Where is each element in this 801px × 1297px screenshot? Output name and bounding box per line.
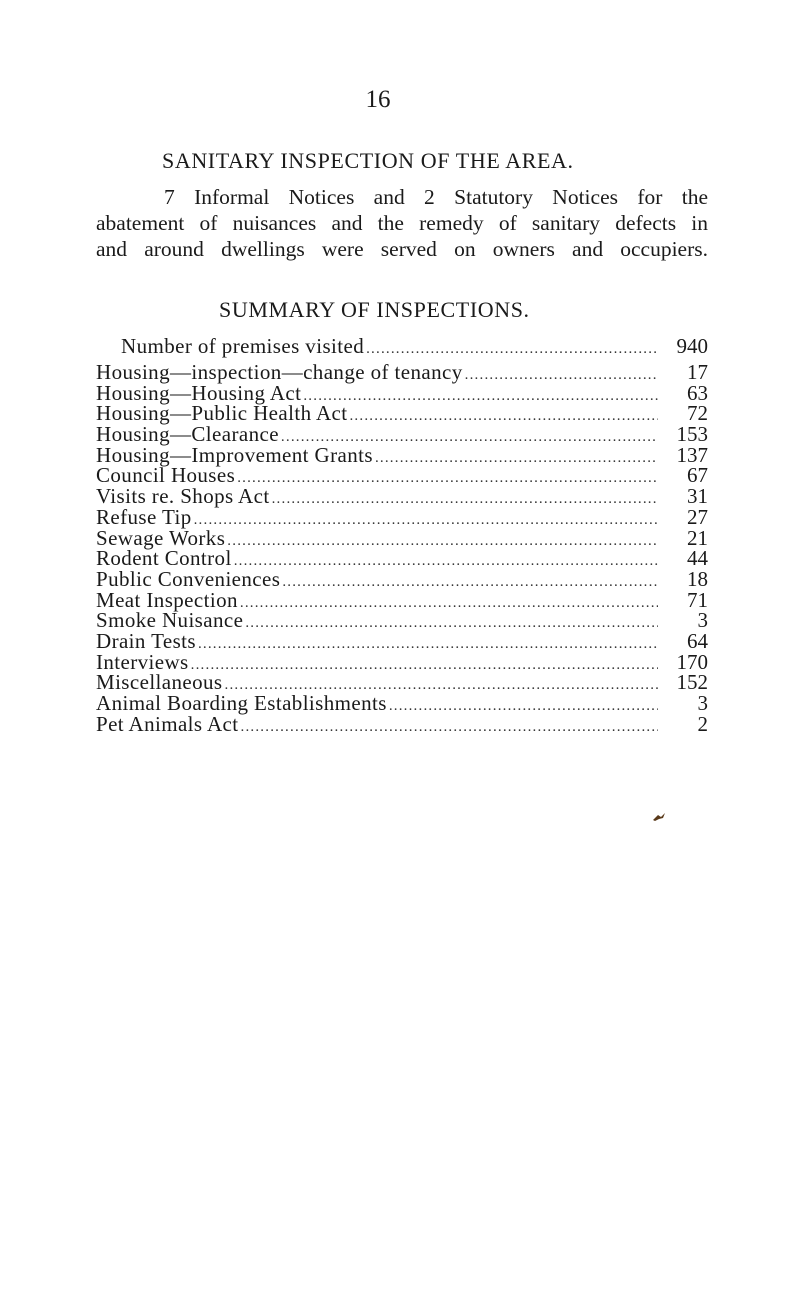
row-value: 2 [697,711,708,736]
row-label: Housing—Improvement Grants [96,442,373,467]
dot-leader [303,386,658,407]
row-value: 17 [687,360,708,384]
dot-leader [198,634,658,655]
intro-line: abatement of nuisances and the remedy of sanitary defects in [96,211,708,235]
dot-leader [349,406,658,427]
row-value: 940 [676,334,708,358]
row-label: Miscellaneous [96,670,223,695]
row-label: Council Houses [96,463,236,488]
intro-paragraph [96,184,708,262]
summary-row [96,610,708,631]
row-label: Rodent Control [96,546,232,571]
summary-row [96,649,708,674]
row-label: Animal Boarding Establishments [96,691,387,715]
row-value: 67 [687,463,708,488]
row-value: 64 [687,628,708,653]
row-value: 27 [687,504,708,529]
row-label: Housing—inspection—change of tenancy [96,360,463,384]
row-value: 152 [676,670,708,695]
summary-row [96,442,708,467]
summary-row [96,380,708,405]
row-label: Drain Tests [96,628,196,653]
row-value: 44 [687,546,708,571]
dot-leader [241,717,659,738]
row-value: 3 [697,691,708,715]
intro-line: 7 Informal Notices and 2 Statutory Notices for the [164,185,708,209]
ink-mark-icon [652,812,666,822]
row-value: 21 [687,525,708,550]
row-label: Smoke Nuisance [96,608,244,633]
row-label: Pet Animals Act [96,711,239,736]
row-label: Housing—Housing Act [96,380,302,405]
dot-leader [237,468,658,489]
dot-leader [227,531,658,552]
row-label: Public Conveniences [96,566,281,591]
summary-row [96,403,708,424]
summary-row [96,587,708,612]
dot-leader [272,489,658,510]
row-value: 31 [687,484,708,509]
row-label: Meat Inspection [96,587,238,612]
dot-leader [245,613,658,634]
row-label: Number of premises visited [121,334,365,358]
row-value: 18 [687,566,708,591]
dot-leader [234,551,658,572]
row-label: Visits re. Shops Act [96,484,270,509]
summary-row [96,711,708,736]
summary-row [96,628,708,653]
summary-row [96,566,708,591]
dot-leader [465,365,658,386]
dot-leader [194,510,658,531]
row-label: Housing—Public Health Act [96,401,348,426]
row-label: Refuse Tip [96,504,192,529]
dot-leader [282,572,658,593]
dot-leader [375,448,658,469]
summary-row [96,465,708,486]
summary-table [96,331,708,734]
summary-row [96,362,708,383]
summary-row [96,504,708,529]
row-value: 71 [687,587,708,612]
summary-heading: SUMMARY OF INSPECTIONS. [219,297,530,322]
dot-leader [389,696,658,717]
row-value: 72 [687,401,708,426]
dot-leader [240,593,658,614]
row-value: 63 [687,380,708,405]
page-number: 16 [365,86,391,113]
summary-row [96,331,708,362]
summary-row [96,424,708,445]
section-heading: SANITARY INSPECTION OF THE AREA. [162,148,574,173]
summary-row [96,548,708,569]
row-label: Housing—Clearance [96,422,279,447]
row-label: Sewage Works [96,525,226,550]
intro-line: and around dwellings were served on owners and occupiers. [96,237,708,261]
dot-leader [191,655,658,676]
row-value: 170 [676,649,708,674]
row-value: 3 [697,608,708,633]
row-value: 137 [676,442,708,467]
summary-row [96,693,708,714]
summary-row [96,525,708,550]
row-label: Interviews [96,649,189,674]
summary-row [96,486,708,507]
row-value: 153 [676,422,708,447]
summary-row [96,672,708,693]
